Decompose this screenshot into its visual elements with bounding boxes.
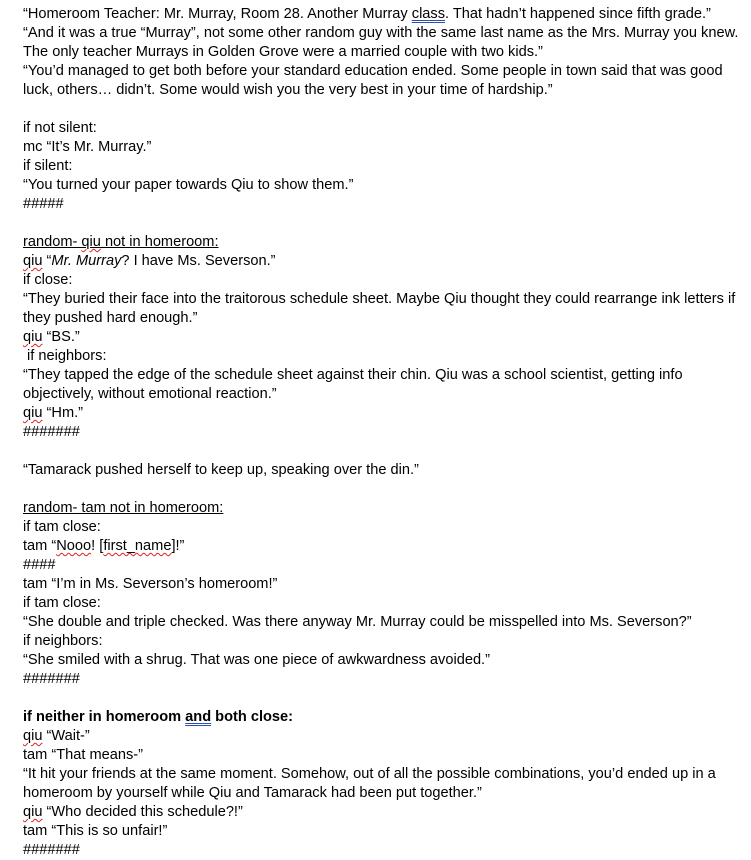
text-run: tam “ bbox=[23, 538, 57, 554]
qiu-dialogue-line bbox=[23, 803, 747, 822]
condition-if-neighbors: if neighbors: bbox=[27, 348, 107, 364]
paragraph-education-ended: “You’d managed to get both before your standard education ended. Some people in town said that was good luck, others… didn’t. Some would wish you the very best in your time of hardship.” bbox=[23, 63, 723, 98]
narration-tapped-edge: “They tapped the edge of the schedule sheet against their chin. Qiu was a school scientist, getting info objectively, without emotional reaction.” bbox=[23, 367, 683, 402]
section-separator: #### bbox=[23, 557, 56, 573]
narration-buried-face: “They buried their face into the traitorous schedule sheet. Maybe Qiu thought they could rearrange ink letters if they pushed hard enough.” bbox=[23, 291, 736, 326]
spelling-flagged-word[interactable]: Nooo bbox=[56, 538, 92, 554]
blank-line bbox=[23, 480, 747, 499]
blank-line bbox=[23, 442, 747, 461]
text-run: “ bbox=[42, 253, 52, 269]
tam-dialogue-line: tam “I’m in Ms. Severson’s homeroom!” bbox=[23, 576, 278, 592]
grammar-flagged-word[interactable]: and bbox=[185, 709, 212, 725]
paragraph-true-murray: “And it was a true “Murray”, not some other random guy with the same last name as the Mrs. Murray you knew. The only teacher Murrays in Golden Grove were a married couple with two kids.” bbox=[23, 25, 739, 60]
section-heading-neither-in-homeroom bbox=[23, 708, 747, 727]
spelling-flagged-word[interactable]: qiu bbox=[23, 405, 43, 421]
tam-dialogue-line bbox=[23, 537, 747, 556]
qiu-dialogue-line bbox=[23, 328, 747, 347]
narration-double-checked: “She double and triple checked. Was there anyway Mr. Murray could be misspelled into Ms. Severson?” bbox=[23, 614, 692, 630]
tam-dialogue-line: tam “This is so unfair!” bbox=[23, 823, 168, 839]
condition-if-tam-close: if tam close: bbox=[23, 595, 101, 611]
qiu-dialogue-line bbox=[23, 727, 747, 746]
document-page bbox=[23, 5, 747, 860]
blank-line bbox=[23, 689, 747, 708]
spelling-flagged-word[interactable]: qiu bbox=[81, 234, 101, 250]
mc-dialogue-line: mc “It’s Mr. Murray.” bbox=[23, 139, 152, 155]
section-separator: ####### bbox=[23, 424, 80, 440]
condition-if-neighbors: if neighbors: bbox=[23, 633, 103, 649]
condition-if-tam-close: if tam close: bbox=[23, 519, 101, 535]
qiu-dialogue-line bbox=[23, 252, 747, 271]
qiu-dialogue-line bbox=[23, 404, 747, 423]
text-run: “BS.” bbox=[42, 329, 80, 345]
text-run: not in homeroom: bbox=[100, 234, 219, 250]
spelling-flagged-word[interactable]: qiu bbox=[23, 253, 43, 269]
section-separator: ####### bbox=[23, 842, 80, 858]
spelling-flagged-word[interactable]: first_name bbox=[103, 538, 172, 554]
narration-turned-paper: “You turned your paper towards Qiu to show them.” bbox=[23, 177, 354, 193]
spelling-flagged-word[interactable]: qiu bbox=[23, 728, 43, 744]
tam-dialogue-line: tam “That means-” bbox=[23, 747, 144, 763]
text-run: if neither in homeroom bbox=[23, 709, 186, 725]
grammar-flagged-word[interactable]: class bbox=[411, 6, 446, 22]
text-run: “Homeroom Teacher: Mr. Murray, Room 28. Another Murray bbox=[23, 6, 412, 22]
text-run: “Hm.” bbox=[42, 405, 84, 421]
text-run: “Wait-” bbox=[42, 728, 90, 744]
condition-if-silent: if silent: bbox=[23, 158, 73, 174]
spelling-flagged-word[interactable]: qiu bbox=[23, 329, 43, 345]
text-run: “Who decided this schedule?!” bbox=[42, 804, 243, 820]
section-separator: ####### bbox=[23, 671, 80, 687]
narration-shrug: “She smiled with a shrug. That was one piece of awkwardness avoided.” bbox=[23, 652, 490, 668]
text-run: ? I have Ms. Severson.” bbox=[121, 253, 276, 269]
text-run: random- bbox=[23, 234, 82, 250]
italic-text: Mr. Murray bbox=[51, 253, 122, 269]
paragraph-homeroom-teacher bbox=[23, 5, 747, 24]
section-heading-qiu-not-in-homeroom bbox=[23, 233, 747, 252]
text-run: both close: bbox=[211, 709, 294, 725]
text-run: ! [ bbox=[91, 538, 104, 554]
section-heading-tam-not-in-homeroom: random- tam not in homeroom: bbox=[23, 500, 224, 516]
condition-if-not-silent: if not silent: bbox=[23, 120, 97, 136]
narration-tamarack: “Tamarack pushed herself to keep up, speaking over the din.” bbox=[23, 462, 419, 478]
spelling-flagged-word[interactable]: qiu bbox=[23, 804, 43, 820]
narration-hit-friends: “It hit your friends at the same moment. Somehow, out of all the possible combinations, you’d ended up in a homeroom by yourself while Qiu and Tamarack had been put together.” bbox=[23, 766, 716, 801]
text-run: . That hadn’t happened since fifth grade.” bbox=[445, 6, 711, 22]
text-run: ]!” bbox=[171, 538, 185, 554]
section-separator: ##### bbox=[23, 196, 64, 212]
blank-line bbox=[23, 100, 747, 119]
blank-line bbox=[23, 214, 747, 233]
condition-if-close: if close: bbox=[23, 272, 73, 288]
